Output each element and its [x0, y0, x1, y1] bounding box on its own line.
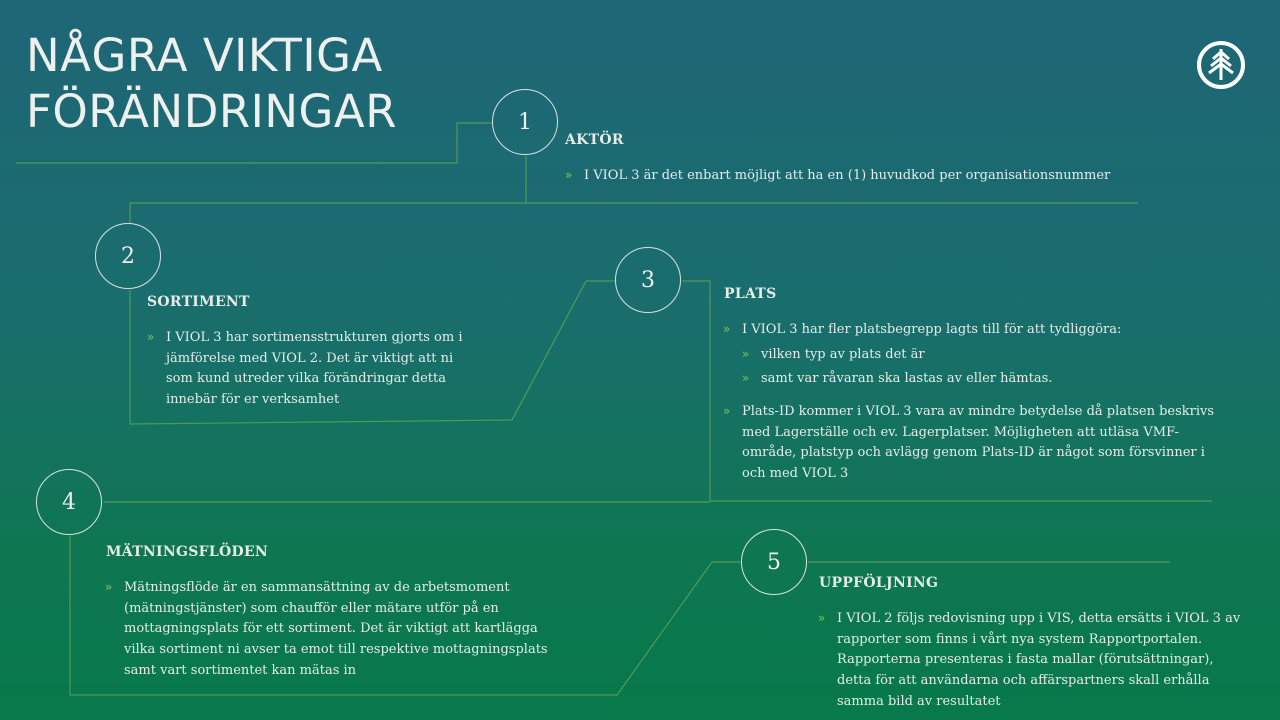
chevron-right-icon: » [105, 580, 113, 594]
step-3-circle [615, 247, 681, 313]
step-2-circle [95, 223, 161, 289]
step-5-number: 5 [767, 549, 781, 575]
step-1-circle [492, 89, 558, 155]
section-5-bullet-1-text: I VIOL 2 följs redovisning upp i VIS, detta ersätts i VIOL 3 av rapporter som finns i vårt nya system Rapportportalen. Rapporterna presenteras i fasta mallar (förutsättningar), detta för att användarna och affärspartners skall erhålla samma bild av resultatet [837, 611, 1241, 709]
section-2-bullet-1 [147, 328, 476, 411]
chevron-right-icon: » [565, 168, 573, 182]
chevron-right-icon: » [723, 404, 731, 418]
section-1-heading: AKTÖR [565, 132, 624, 148]
step-3-number: 3 [641, 267, 655, 293]
chevron-right-icon: » [742, 371, 750, 385]
step-2-number: 2 [121, 243, 135, 269]
section-5-heading: UPPFÖLJNING [819, 575, 939, 591]
chevron-right-icon: » [723, 322, 731, 336]
step-4-circle [36, 469, 102, 535]
step-1-number: 1 [518, 109, 532, 135]
title-line-1: NÅGRA VIKTIGA [26, 29, 383, 82]
section-3-bullet-2-text: Plats-ID kommer i VIOL 3 vara av mindre betydelse då platsen beskrivs med Lagerställe och ev. Lagerplatser. Möjligheten att utläsa VMF-område, platstyp och avlägg genom Plats-ID är något som försvinner i och med VIOL 3 [742, 404, 1215, 482]
chevron-right-icon: » [147, 330, 155, 344]
section-1-bullet-1 [565, 166, 1144, 187]
section-4-bullet-1 [105, 578, 570, 682]
section-3-subbullet-2 [742, 369, 1221, 390]
section-1-bullet-1-text: I VIOL 3 är det enbart möjligt att ha en (1) huvudkod per organisationsnummer [584, 168, 1111, 183]
section-4-heading: MÄTNINGSFLÖDEN [106, 544, 269, 560]
title-line-2: FÖRÄNDRINGAR [26, 85, 397, 138]
section-4-bullet-1-text: Mätningsflöde är en sammansättning av de arbetsmoment (mätningstjänster) som chaufför eller mätare utför på en mottagningsplats för ett sortiment. Det är viktigt att kartlägga vilka sortiment ni avser ta emot till respektive mottagningsplats samt vart sortimentet kan mätas in [124, 580, 548, 678]
section-2-bullet-1-text: I VIOL 3 har sortimensstrukturen gjorts om i jämförelse med VIOL 2. Det är viktigt att ni som kund utreder vilka förändringar detta innebär för er verksamhet [166, 330, 463, 408]
section-3-subbullet-1-text: vilken typ av plats det är [761, 347, 925, 362]
section-3-subbullet-2-text: samt var råvaran ska lastas av eller hämtas. [761, 371, 1053, 386]
section-5-bullet-1 [818, 609, 1249, 713]
chevron-right-icon: » [742, 347, 750, 361]
step-5-circle [741, 529, 807, 595]
step-4-number: 4 [62, 489, 76, 515]
section-3-bullet-2 [723, 402, 1228, 485]
chevron-right-icon: » [818, 611, 826, 625]
section-2-heading: SORTIMENT [147, 294, 250, 310]
section-3-bullet-1 [723, 320, 1222, 341]
section-3-heading: PLATS [724, 286, 777, 302]
section-3-bullet-1-text: I VIOL 3 har fler platsbegrepp lagts till för att tydliggöra: [742, 322, 1122, 337]
section-3-subbullet-1 [742, 345, 1221, 366]
